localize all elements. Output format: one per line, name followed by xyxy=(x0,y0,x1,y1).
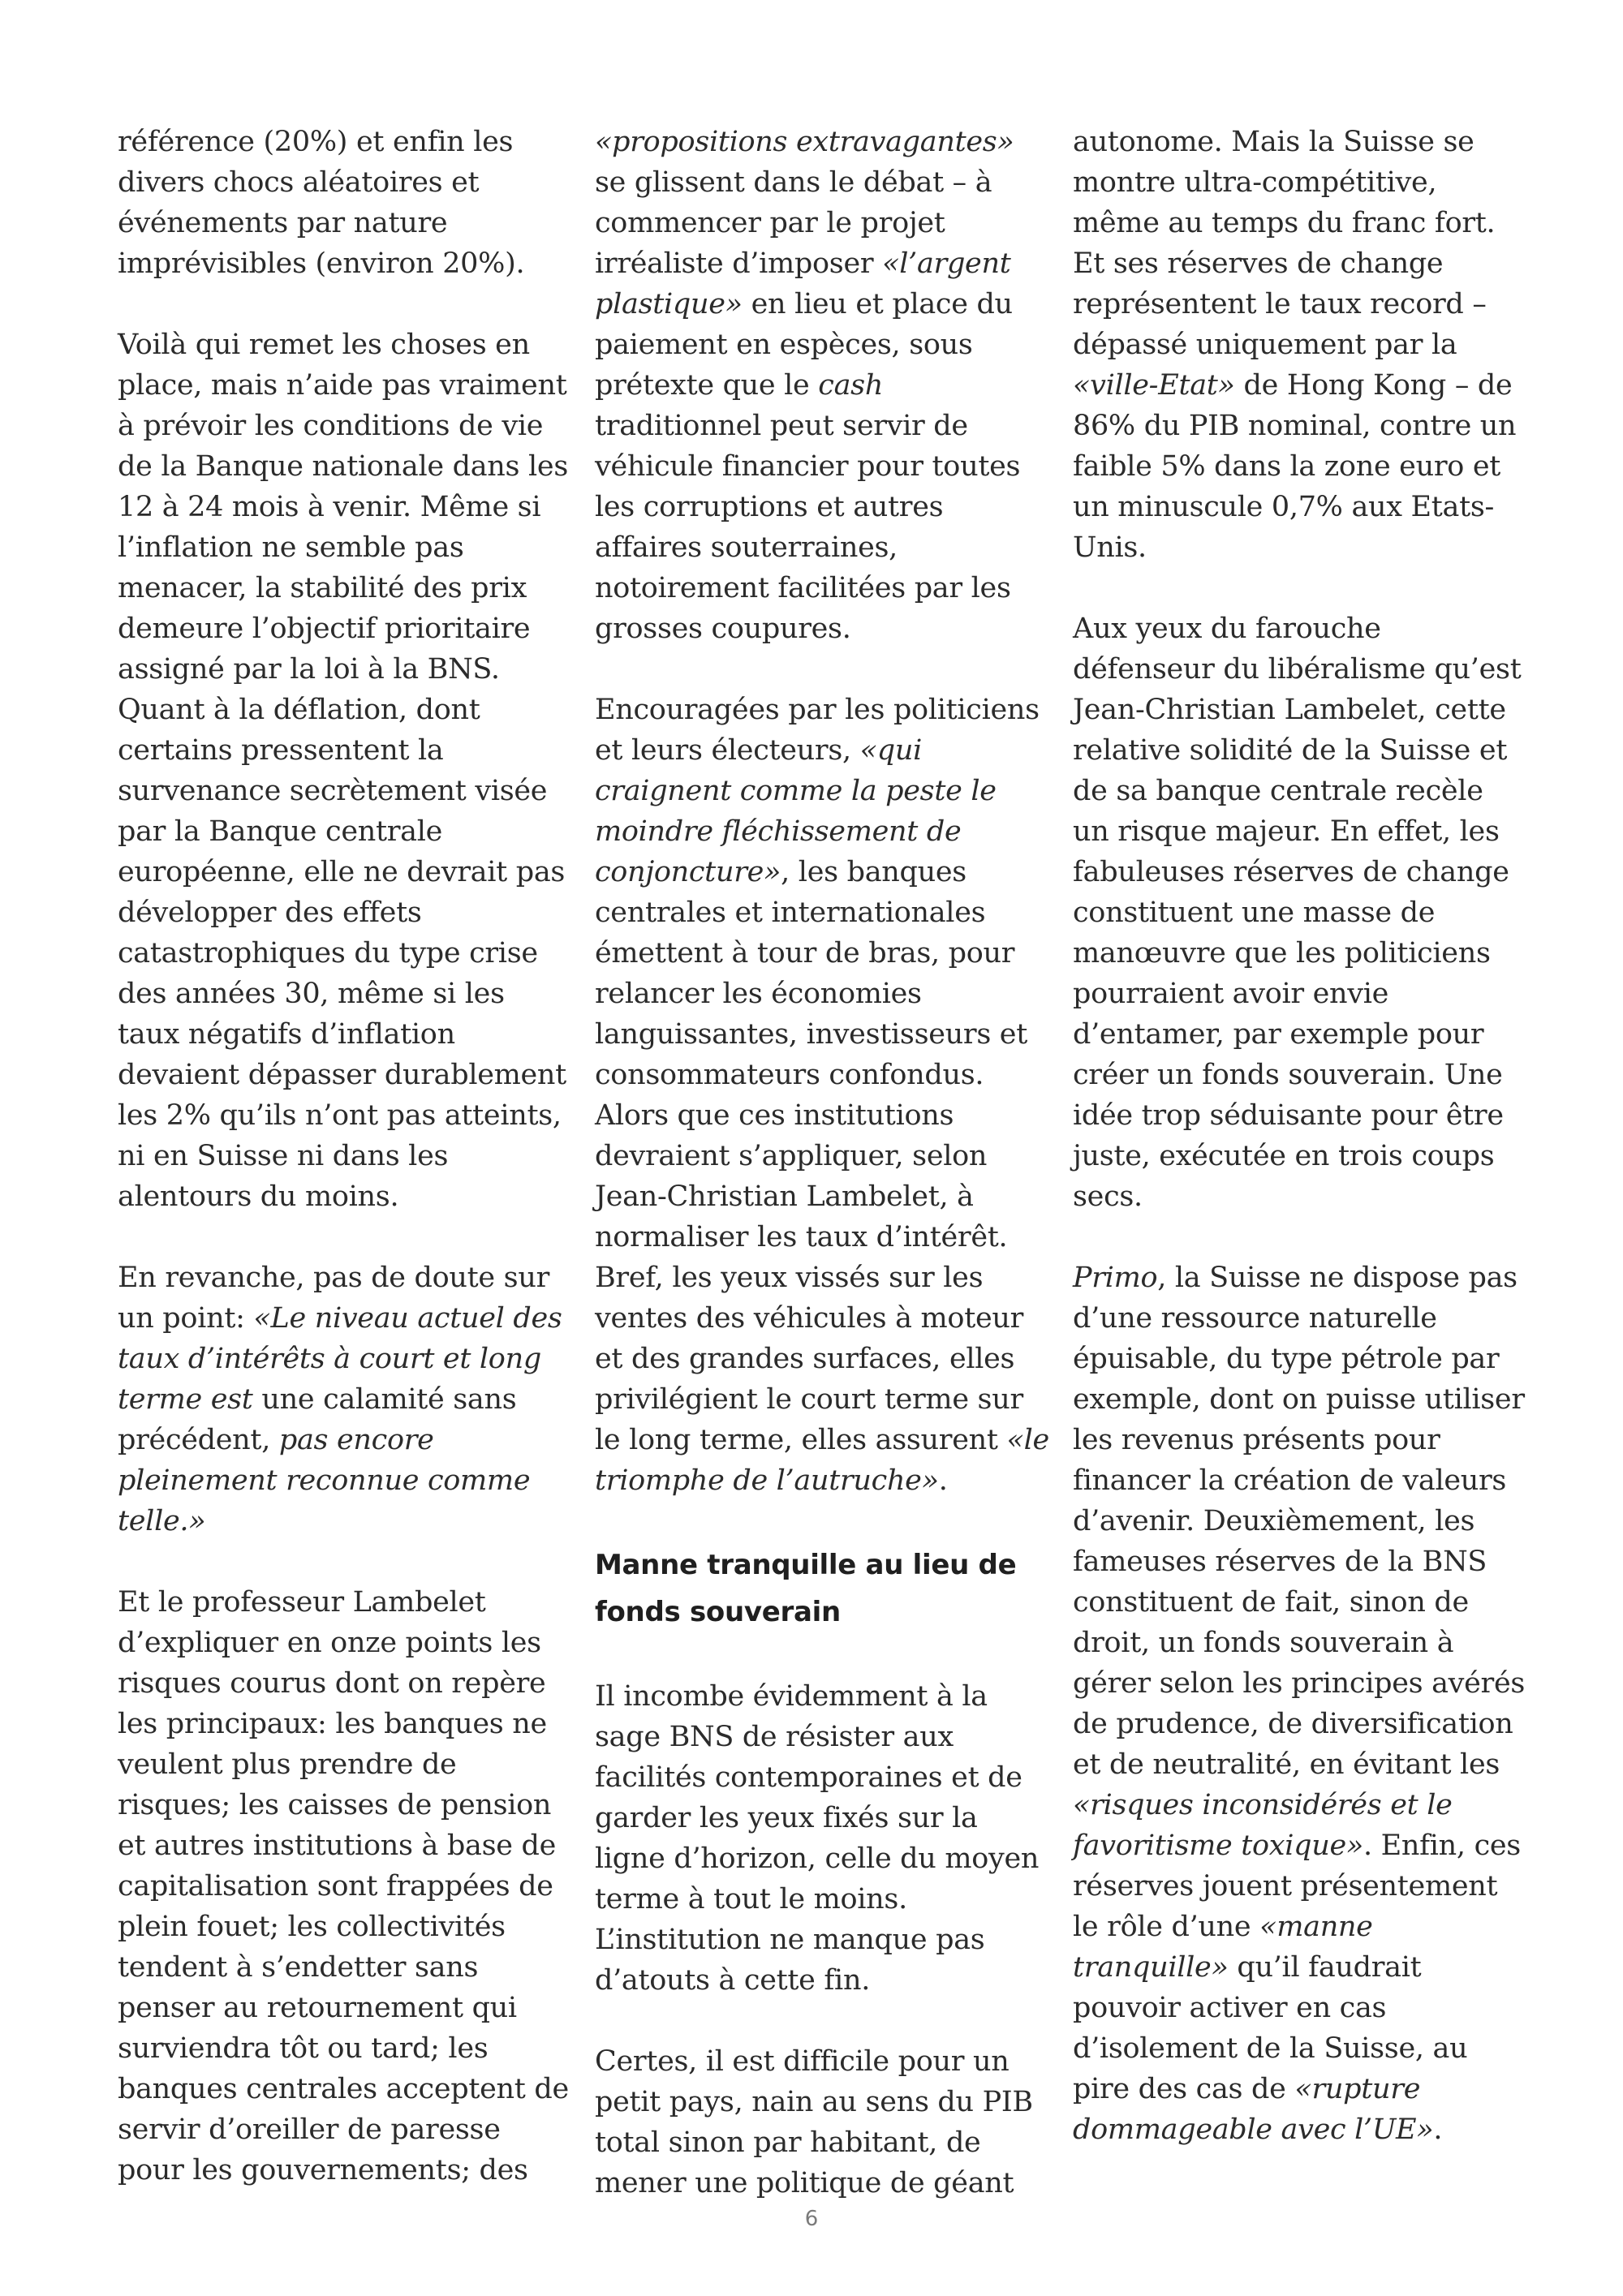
quote-text: «propositions extravagantes» xyxy=(595,126,1014,158)
section-heading: Manne tranquille au lieu de fonds souverain xyxy=(595,1549,1017,1628)
paragraph xyxy=(595,122,1049,649)
text-run: Encouragées par les politiciens et leurs électeurs, xyxy=(595,694,1040,767)
text-run: une calamité sans précédent, xyxy=(118,1383,517,1456)
quote-text: «le triomphe de l’autruche» xyxy=(595,1424,1049,1497)
column-1 xyxy=(118,122,572,2231)
column-3 xyxy=(1073,122,1527,2191)
text-run: autonome. Mais la Suisse se montre ultra-compétitive, même au temps du franc fort. Et ses réserves de change représentent le taux record – dépassé uniquement par la xyxy=(1073,126,1496,361)
paragraph xyxy=(118,1258,572,1541)
text-run: se glissent dans le débat – à commencer par le projet irréaliste d’imposer xyxy=(595,166,992,280)
quote-text: «ville-Etat» xyxy=(1073,369,1235,402)
quote-text: pas encore pleinement reconnue comme telle.» xyxy=(118,1424,531,1537)
text-run: . xyxy=(1433,2113,1443,2146)
text-run: , la Suisse ne dispose pas d’une ressource naturelle épuisable, du type pétrole par exemple, dont on puisse utiliser les revenus présents pour financer la création de valeurs d’avenir. Deuxièmement, les fameuses réserves de la BNS constituent de fait, sinon de droit, un fonds souverain à gérer selon les principes avérés de prudence, de diversification et de neutralité, en évitant les xyxy=(1073,1262,1526,1781)
quote-text: «manne tranquille» xyxy=(1073,1911,1373,1984)
paragraph xyxy=(1073,1258,1527,2150)
paragraph: Et le professeur Lambelet d’expliquer en onze points les risques courus dont on repère les principaux: les banques ne veulent plus prendre de risques; les caisses de pension et autres institutions à base de capitalisation sont frappées de plein fouet; les collectivités tendent à s’endetter sans penser au retournement qui surviendra tôt ou tard; les banques centrales acceptent de servir d’oreiller de paresse pour les gouvernements; des xyxy=(118,1586,569,2186)
text-run: de Hong Kong – de 86% du PIB nominal, contre un faible 5% dans la zone euro et un minuscule 0,7% aux Etats-Unis. xyxy=(1073,369,1517,564)
text-run: qu’il faudrait pouvoir activer en cas d’isolement de la Suisse, au pire des cas de xyxy=(1073,1951,1468,2105)
text-run: traditionnel peut servir de véhicule financier pour toutes les corruptions et autres affaires souterraines, notoirement facilitées par les grosses coupures. xyxy=(595,410,1021,645)
paragraph: référence (20%) et enfin les divers chocs aléatoires et événements par nature imprévisibles (environ 20%). xyxy=(118,126,525,280)
quote-text: «risques inconsidérés et le favoritisme toxique» xyxy=(1073,1789,1453,1862)
paragraph: Aux yeux du farouche défenseur du libéralisme qu’est Jean-Christian Lambelet, cette relative solidité de la Suisse et de sa banque centrale recèle un risque majeur. En effet, les fabuleuses réserves de change constituent une masse de manœuvre que les politiciens pourraient avoir envie d’entamer, par exemple pour créer un fonds souverain. Une idée trop séduisante pour être juste, exécutée en trois coups secs. xyxy=(1073,613,1522,1213)
paragraph: Certes, il est difficile pour un petit pays, nain au sens du PIB total sinon par habitant, de mener une politique de géant xyxy=(595,2045,1033,2199)
quote-text: «qui craignent comme la peste le moindre fléchissement de conjoncture» xyxy=(595,734,997,888)
text-run: En revanche, pas de doute sur un point: xyxy=(118,1262,550,1335)
column-2 xyxy=(595,122,1049,2244)
italic-term: Primo xyxy=(1073,1262,1158,1294)
text-run: . xyxy=(938,1464,948,1497)
text-run: . Enfin, ces réserves jouent présentement le rôle d’une xyxy=(1073,1829,1521,1943)
quote-text: «Le niveau actuel des taux d’intérêts à court et long terme est xyxy=(118,1302,562,1416)
italic-term: cash xyxy=(818,369,884,402)
paragraph xyxy=(1073,122,1527,568)
paragraph xyxy=(595,690,1049,1501)
paragraph: Il incombe évidemment à la sage BNS de résister aux facilités contemporaines et de garder les yeux fixés sur la ligne d’horizon, celle du moyen terme à tout le moins. L’institution ne manque pas d’atouts à cette fin. xyxy=(595,1680,1040,1997)
quote-text: «l’argent plastique» xyxy=(595,247,1011,320)
paragraph: Voilà qui remet les choses en place, mais n’aide pas vraiment à prévoir les conditions de vie de la Banque nationale dans les 12 à 24 mois à venir. Même si l’inflation ne semble pas menacer, la stabilité des prix demeure l’objectif prioritaire assigné par la loi à la BNS. Quant à la déflation, dont certains pressentent la survenance secrètement visée par la Banque centrale européenne, elle ne devrait pas développer des effets catastrophiques du type crise des années 30, même si les taux négatifs d’inflation devaient dépasser durablement les 2% qu’ils n’ont pas atteints, ni en Suisse ni dans les alentours du moins. xyxy=(118,329,568,1213)
page-number: 6 xyxy=(804,2207,819,2231)
text-run: , les banques centrales et internationales émettent à tour de bras, pour relancer les économies languissantes, investisseurs et consommateurs confondus. Alors que ces institutions devraient s’appliquer, selon Jean-Christian Lambelet, à normaliser les taux d’intérêt. Bref, les yeux vissés sur les ventes des véhicules à moteur et des grandes surfaces, elles privilégient le court terme sur le long terme, elles assurent xyxy=(595,856,1027,1456)
text-run: en lieu et place du paiement en espèces, sous prétexte que le xyxy=(595,288,1013,402)
quote-text: «rupture dommageable avec l’UE» xyxy=(1073,2073,1434,2146)
